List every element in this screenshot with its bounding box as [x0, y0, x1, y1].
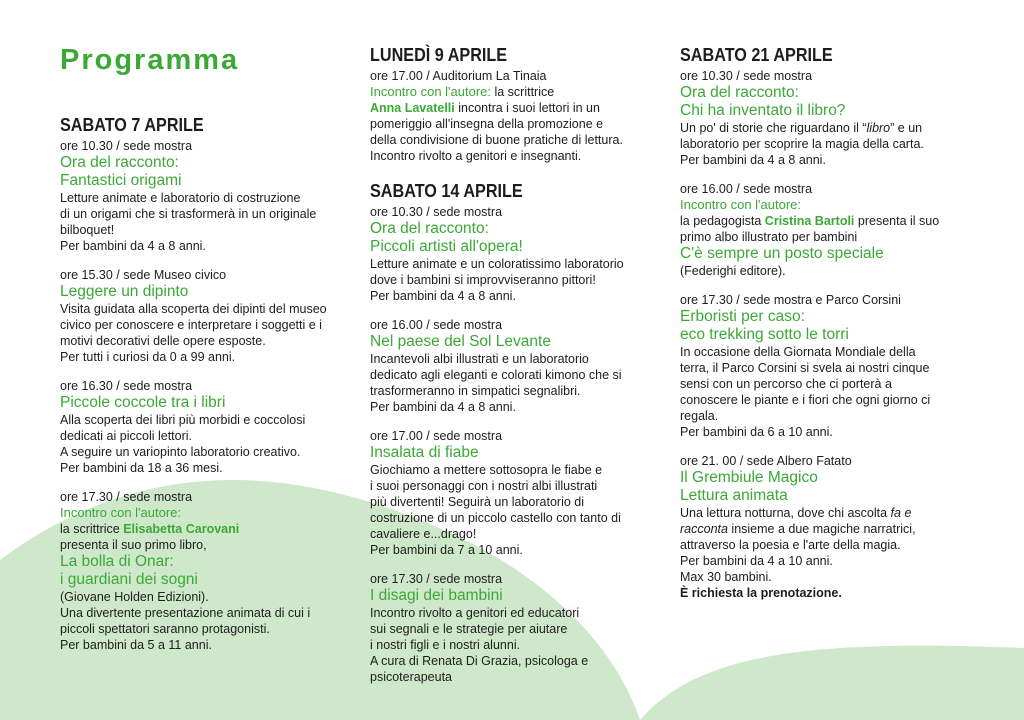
- text-fragment: la pedagogista: [680, 214, 765, 228]
- event-description: Letture animate e un coloratissimo laboratorio: [370, 257, 624, 271]
- event-description: Incontro rivolto a genitori ed educatori: [370, 606, 580, 620]
- event-description: Incontro rivolto a genitori e insegnanti.: [370, 149, 582, 163]
- text-fragment: insieme a due magiche narratrici,: [727, 522, 916, 536]
- event-grembiule-magico: [680, 453, 980, 601]
- event-description: i nostri figli e i nostri alunni.: [370, 638, 521, 652]
- event-title: Ora del racconto:: [60, 154, 179, 171]
- event-time-place: ore 16.30 / sede mostra: [60, 379, 193, 393]
- event-description: [60, 521, 360, 537]
- event-description: i suoi personaggi con i nostri albi illustrati: [370, 479, 598, 493]
- event-erboristi-per-caso: [680, 292, 980, 440]
- event-audience: Per bambini da 4 a 8 anni.: [60, 239, 206, 253]
- text-fragment: incontra i suoi lettori in un: [454, 101, 600, 115]
- event-description: primo albo illustrato per bambini: [680, 230, 858, 244]
- event-title: Ora del racconto:: [370, 220, 489, 237]
- event-audience: Per bambini da 4 a 8 anni.: [370, 400, 516, 414]
- author-name: Cristina Bartoli: [764, 214, 855, 228]
- text-fragment: la scrittrice: [491, 85, 555, 99]
- event-description: presenta il suo primo libro,: [60, 538, 207, 552]
- event-description: costruzione di un piccolo castello con tanto di: [370, 511, 621, 525]
- text-fragment: ” e un: [890, 121, 923, 135]
- text-fragment: presenta il suo: [854, 214, 940, 228]
- event-title: Lettura animata: [680, 487, 788, 504]
- event-description: conoscere le piante e i fiori che ogni giorno ci: [680, 393, 931, 407]
- event-audience: Per bambini da 18 a 36 mesi.: [60, 461, 223, 475]
- event-title: Insalata di fiabe: [370, 444, 479, 461]
- text-fragment: Una lettura notturna, dove chi ascolta: [680, 506, 891, 520]
- event-audience: Per bambini da 7 a 10 anni.: [370, 543, 523, 557]
- text-fragment: la scrittrice: [60, 522, 124, 536]
- text-fragment: Un po' di storie che riguardano il “: [680, 121, 867, 135]
- event-description: terra, il Parco Corsini si svela ai nostri cinque: [680, 361, 930, 375]
- event-description: Visita guidata alla scoperta dei dipinti del museo: [60, 302, 327, 316]
- column-aprile-9-14: [370, 44, 670, 698]
- event-description: A seguire un variopinto laboratorio creativo.: [60, 445, 301, 459]
- event-subtitle: Incontro con l'autore:: [60, 505, 181, 520]
- event-time-place: ore 17.00 / sede mostra: [370, 429, 503, 443]
- event-title: Fantastici origami: [60, 172, 182, 189]
- event-subtitle: Incontro con l'autore:: [680, 197, 801, 212]
- event-description: Una divertente presentazione animata di cui i: [60, 606, 311, 620]
- event-description: bilboquet!: [60, 223, 115, 237]
- event-audience: Per tutti i curiosi da 0 a 99 anni.: [60, 350, 236, 364]
- event-title: Piccole coccole tra i libri: [60, 394, 226, 411]
- event-disagi-dei-bambini: [370, 571, 670, 685]
- event-title: Piccoli artisti all'opera!: [370, 238, 523, 255]
- event-time-place: ore 10.30 / sede mostra: [60, 139, 193, 153]
- page-title: Programma: [60, 44, 240, 76]
- event-description: motivi decorativi delle opere esposte.: [60, 334, 266, 348]
- event-description: Giochiamo a mettere sottosopra le fiabe e: [370, 463, 603, 477]
- event-description: civico per conoscere e interpretare i soggetti e i: [60, 318, 322, 332]
- reservation-notice: È richiesta la prenotazione.: [680, 586, 842, 600]
- event-description: della condivisione di buone pratiche di lettura.: [370, 133, 623, 147]
- day-heading: SABATO 14 APRILE: [370, 181, 523, 201]
- event-time-place: ore 10.30 / sede mostra: [370, 205, 503, 219]
- event-title: Chi ha inventato il libro?: [680, 102, 846, 119]
- day-heading: LUNEDÌ 9 APRILE: [370, 45, 508, 65]
- event-title: eco trekking sotto le torri: [680, 326, 849, 343]
- event-time-place: ore 16.00 / sede mostra: [370, 318, 503, 332]
- event-title: Erboristi per caso:: [680, 308, 805, 325]
- event-description: A cura di Renata Di Grazia, psicologa e: [370, 654, 589, 668]
- event-description: (Giovane Holden Edizioni).: [60, 590, 209, 604]
- event-time-place: ore 16.00 / sede mostra: [680, 182, 813, 196]
- event-description: attraverso la poesia e l'arte della magia.: [680, 538, 901, 552]
- author-name: Elisabetta Carovani: [123, 522, 240, 536]
- event-description: In occasione della Giornata Mondiale della: [680, 345, 916, 359]
- column-sabato-21-aprile: [680, 44, 980, 614]
- event-capacity: Max 30 bambini.: [680, 570, 772, 584]
- event-description: dedicati ai piccoli lettori.: [60, 429, 193, 443]
- day-heading: SABATO 21 APRILE: [680, 45, 833, 65]
- event-title: I disagi dei bambini: [370, 587, 503, 604]
- event-time-place: ore 17.30 / sede mostra: [60, 490, 193, 504]
- event-la-bolla-di-onar: [60, 489, 360, 653]
- event-time-place: ore 10.30 / sede mostra: [680, 69, 813, 83]
- event-subtitle: Incontro con l'autore:: [370, 84, 491, 99]
- event-description: di un origami che si trasformerà in un originale: [60, 207, 317, 221]
- event-audience: Per bambini da 4 a 8 anni.: [680, 153, 826, 167]
- event-audience: Per bambini da 4 a 8 anni.: [370, 289, 516, 303]
- event-description: [370, 84, 670, 100]
- event-title: Nel paese del Sol Levante: [370, 333, 551, 350]
- event-time-place: ore 17.30 / sede mostra e Parco Corsini: [680, 293, 901, 307]
- event-title: Ora del racconto:: [680, 84, 799, 101]
- event-title: i guardiani dei sogni: [60, 571, 198, 588]
- event-description: laboratorio per scoprire la magia della carta.: [680, 137, 924, 151]
- event-title: La bolla di Onar:: [60, 553, 174, 570]
- event-leggere-un-dipinto: [60, 267, 360, 365]
- event-title: Leggere un dipinto: [60, 283, 189, 300]
- event-insalata-di-fiabe: [370, 428, 670, 558]
- event-description: [680, 521, 980, 537]
- event-description: [680, 505, 980, 521]
- event-chi-ha-inventato-il-libro: [680, 68, 980, 168]
- event-audience: Per bambini da 5 a 11 anni.: [60, 638, 212, 652]
- text-fragment-italic: libro: [866, 121, 891, 135]
- column-sabato-7-aprile: [60, 114, 360, 666]
- event-description: [680, 120, 980, 136]
- author-name: Anna Lavatelli: [370, 101, 455, 115]
- event-description: piccoli spettatori saranno protagonisti.: [60, 622, 270, 636]
- event-audience: Per bambini da 6 a 10 anni.: [680, 425, 833, 439]
- event-description: regala.: [680, 409, 719, 423]
- event-title: Il Grembiule Magico: [680, 469, 818, 486]
- text-fragment-italic: racconta: [680, 522, 728, 536]
- event-description: più divertenti! Seguirà un laboratorio di: [370, 495, 585, 509]
- event-description: Letture animate e laboratorio di costruzione: [60, 191, 301, 205]
- event-time-place: ore 17.30 / sede mostra: [370, 572, 503, 586]
- event-description: Incantevoli albi illustrati e un laboratorio: [370, 352, 589, 366]
- event-time-place: ore 21. 00 / sede Albero Fatato: [680, 454, 852, 468]
- event-time-place: ore 17.00 / Auditorium La Tinaia: [370, 69, 547, 83]
- event-time-place: ore 15.30 / sede Museo civico: [60, 268, 227, 282]
- event-anna-lavatelli: [370, 68, 670, 164]
- event-description: sensi con un percorso che ci porterà a: [680, 377, 892, 391]
- event-audience: Per bambini da 4 a 10 anni.: [680, 554, 833, 568]
- text-fragment-italic: fa e: [890, 506, 912, 520]
- green-wave-shape-right: [640, 646, 1024, 720]
- event-piccoli-artisti: [370, 204, 670, 304]
- event-cristina-bartoli: [680, 181, 980, 279]
- event-description: trasformeranno in simpatici segnalibri.: [370, 384, 581, 398]
- event-description: (Federighi editore).: [680, 264, 786, 278]
- event-description: dedicato agli eleganti e colorati kimono che si: [370, 368, 622, 382]
- event-description: Alla scoperta dei libri più morbidi e coccolosi: [60, 413, 306, 427]
- event-fantastici-origami: [60, 138, 360, 254]
- event-piccole-coccole: [60, 378, 360, 476]
- event-title: C'è sempre un posto speciale: [680, 245, 884, 262]
- event-description: sui segnali e le strategie per aiutare: [370, 622, 568, 636]
- day-heading: SABATO 7 APRILE: [60, 115, 204, 135]
- event-description: pomeriggio all'insegna della promozione e: [370, 117, 604, 131]
- event-description: psicoterapeuta: [370, 670, 453, 684]
- event-description: dove i bambini si improvviseranno pittori!: [370, 273, 596, 287]
- event-sol-levante: [370, 317, 670, 415]
- event-description: cavaliere e...drago!: [370, 527, 477, 541]
- event-description: [370, 100, 670, 116]
- event-description: [680, 213, 980, 229]
